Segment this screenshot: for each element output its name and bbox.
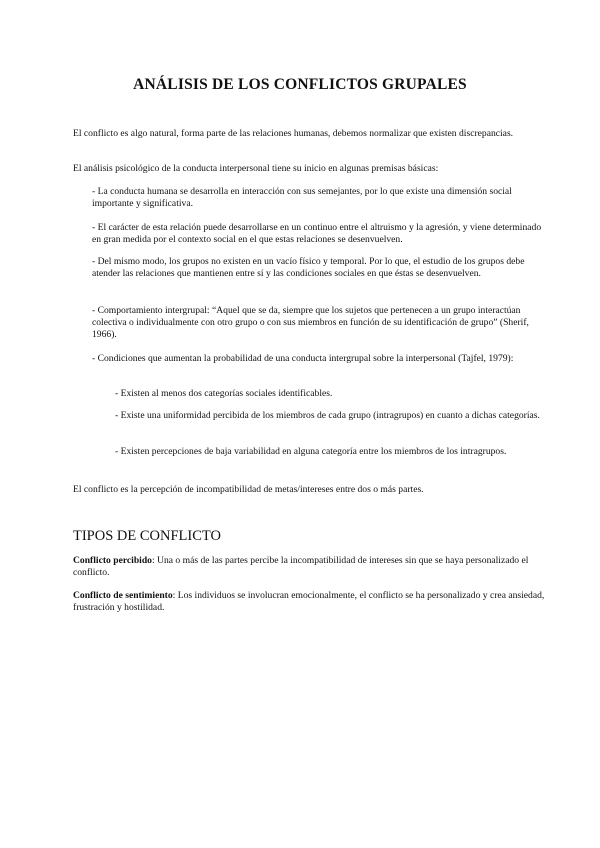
condition-item: - Existen percepciones de baja variabilidad en alguna categoría entre los miembros de los intragrupos.: [115, 446, 507, 457]
conflict-type-definition: : Los individuos se involucran emocionalmente, el conflicto se ha personalizado y crea ansiedad, frustración y hostilidad.: [73, 590, 545, 613]
premise-item: - La conducta humana se desarrolla en interacción con sus semejantes, por lo que existe una dimensión social importante y significativa.: [92, 186, 512, 209]
section-title: TIPOS DE CONFLICTO: [73, 528, 221, 544]
conflict-type-definition: : Una o más de las partes percibe la incompatibilidad de intereses sin que se haya personalizado el conflicto.: [73, 555, 529, 578]
premise-item: - El carácter de esta relación puede desarrollarse en un continuo entre el altruismo y la agresión, y viene determinado en gran medida por el contexto social en el que estas relaciones se desenvuelven.: [92, 222, 542, 245]
premise-item: - Comportamiento intergrupal: “Aquel que se da, siempre que los sujetos que pertenecen a un grupo interactúan colectiva o individualmente con otro grupo o con sus miembros en función de su identificación de grupo” (Sherif, 1966).: [92, 305, 529, 340]
intro-paragraph: El análisis psicológico de la conducta interpersonal tiene su inicio en algunas premisas básicas:: [73, 163, 439, 174]
condition-item: - Existe una uniformidad percibida de los miembros de cada grupo (intragrupos) en cuanto a dichas categorías.: [115, 410, 540, 421]
conflict-type-term: Conflicto de sentimiento: [73, 590, 173, 601]
document-title: ANÁLISIS DE LOS CONFLICTOS GRUPALES: [133, 76, 467, 93]
intro-paragraph: El conflicto es algo natural, forma parte de las relaciones humanas, debemos normalizar que existen discrepancias.: [73, 128, 514, 139]
condition-item: - Existen al menos dos categorías sociales identificables.: [115, 388, 333, 399]
conflict-type-item: [73, 590, 553, 614]
premise-item: - Del mismo modo, los grupos no existen en un vacío físico y temporal. Por lo que, el estudio de los grupos debe atender las relaciones que mantienen entre sí y las condiciones sociales en que éstas se desenvuelven.: [92, 256, 525, 279]
premise-item: - Condiciones que aumentan la probabilidad de una conducta intergrupal sobre la interpersonal (Tajfel, 1979):: [92, 353, 514, 364]
conflict-type-term: Conflicto percibido: [73, 555, 152, 566]
conclusion-paragraph: El conflicto es la percepción de incompatibilidad de metas/intereses entre dos o más partes.: [73, 484, 424, 495]
conflict-type-item: [73, 555, 535, 579]
